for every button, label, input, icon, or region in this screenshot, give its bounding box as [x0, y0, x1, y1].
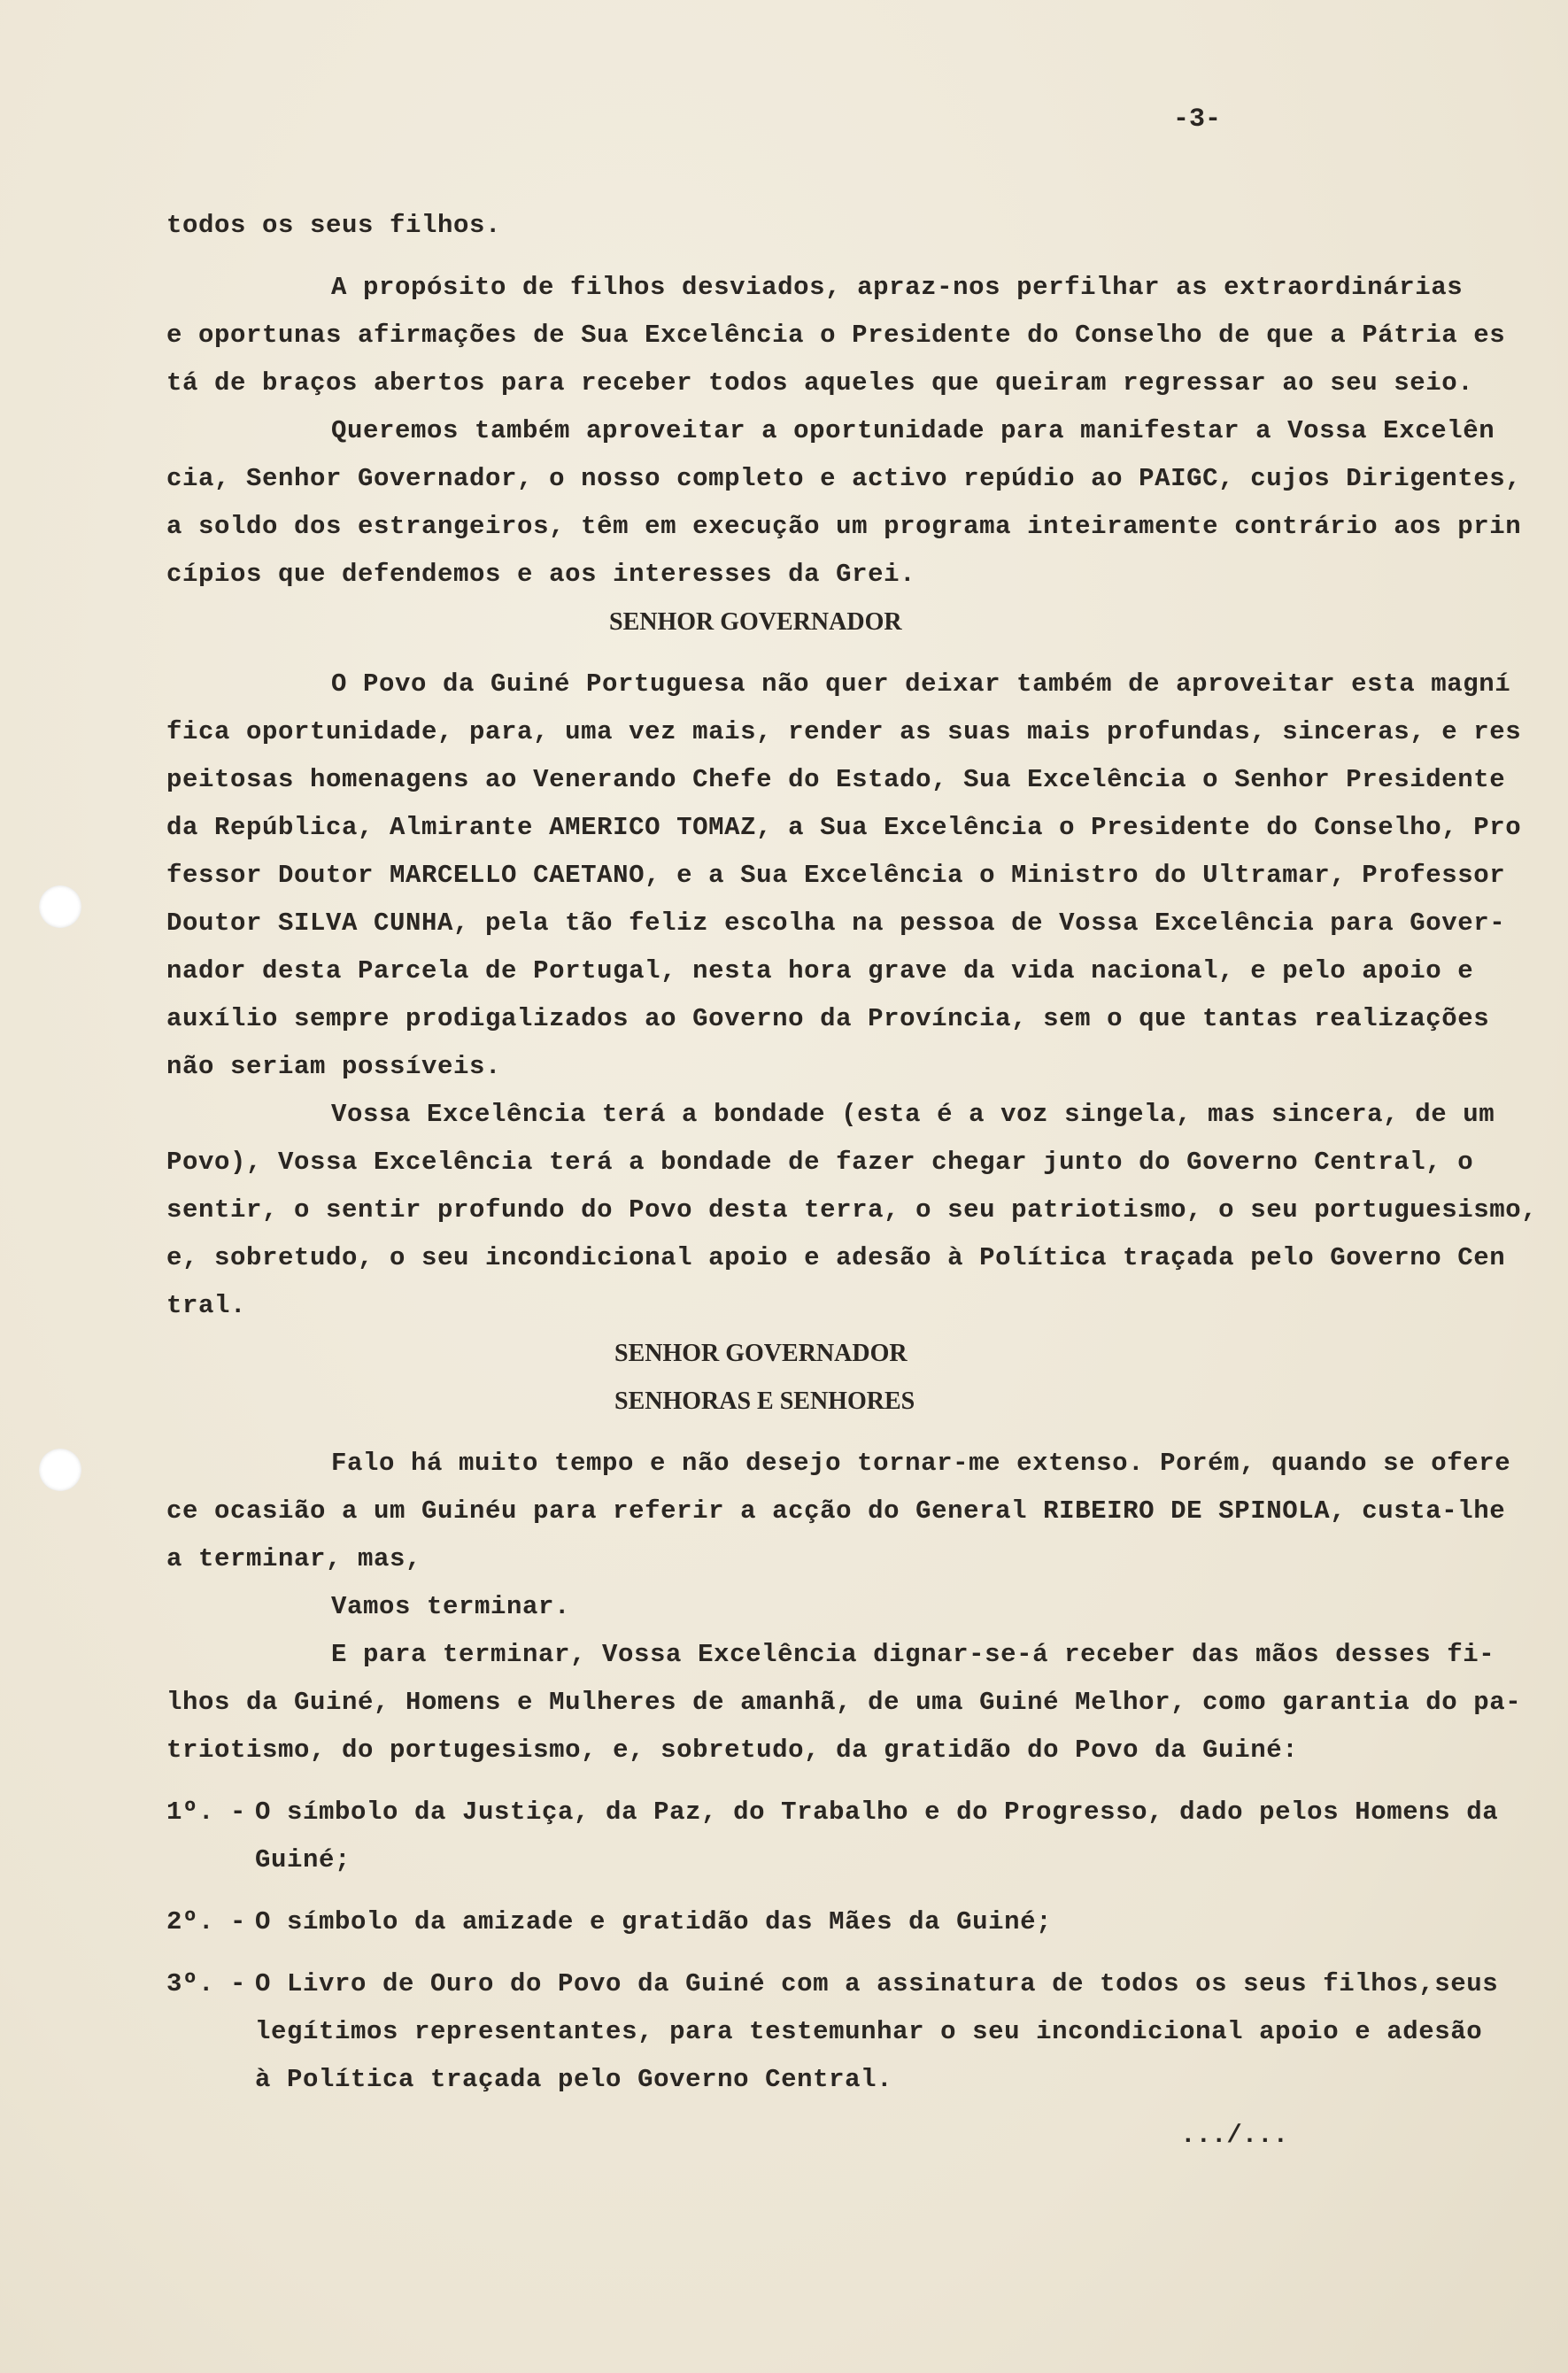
text-line: a terminar, mas,	[166, 1544, 422, 1573]
text-line: e, sobretudo, o seu incondicional apoio e adesão à Política traçada pelo Governo Cen	[166, 1243, 1506, 1272]
text-line: fessor Doutor MARCELLO CAETANO, e a Sua Excelência o Ministro do Ultramar, Professor	[166, 861, 1506, 890]
punch-hole	[39, 885, 81, 928]
page-number: -3-	[1172, 104, 1221, 135]
list-number: 3º. -	[166, 1969, 247, 1998]
text-line: triotismo, do portugesismo, e, sobretudo, da gratidão do Povo da Guiné:	[166, 1735, 1299, 1765]
text-line: Guiné;	[255, 1845, 351, 1874]
list-number: 2º. -	[166, 1907, 247, 1936]
text-line: da República, Almirante AMERICO TOMAZ, a Sua Excelência o Presidente do Conselho, Pro	[166, 813, 1522, 842]
text-line: sentir, o sentir profundo do Povo desta terra, o seu patriotismo, o seu portuguesismo,	[166, 1195, 1538, 1225]
punch-hole	[39, 1449, 81, 1491]
text-line: todos os seus filhos.	[166, 211, 502, 240]
text-line: e oportunas afirmações de Sua Excelência o Presidente do Conselho de que a Pátria es	[166, 321, 1506, 350]
text-line: E para terminar, Vossa Excelência dignar-se-á receber das mãos desses fi-	[331, 1640, 1495, 1669]
text-line: tá de braços abertos para receber todos aqueles que queiram regressar ao seu seio.	[166, 368, 1474, 398]
text-line: O Livro de Ouro do Povo da Guiné com a assinatura de todos os seus filhos,seus	[255, 1969, 1499, 1998]
text-line: Vamos terminar.	[331, 1592, 571, 1621]
text-line: auxílio sempre prodigalizados ao Governo da Província, sem o que tantas realizações	[166, 1004, 1490, 1033]
section-heading: SENHOR GOVERNADOR	[609, 608, 902, 636]
text-line: nador desta Parcela de Portugal, nesta hora grave da vida nacional, e pelo apoio e	[166, 956, 1474, 986]
text-line: A propósito de filhos desviados, apraz-nos perfilhar as extraordinárias	[331, 273, 1464, 302]
text-line: cípios que defendemos e aos interesses da Grei.	[166, 560, 916, 589]
text-line: legítimos representantes, para testemunhar o seu incondicional apoio e adesão	[255, 2017, 1483, 2046]
text-line: à Política traçada pelo Governo Central.	[255, 2065, 893, 2094]
text-line: O símbolo da amizade e gratidão das Mães da Guiné;	[255, 1907, 1053, 1936]
text-line: O Povo da Guiné Portuguesa não quer deixar também de aproveitar esta magní	[331, 669, 1511, 699]
text-line: a soldo dos estrangeiros, têm em execução um programa inteiramente contrário aos prin	[166, 512, 1522, 541]
text-line: Povo), Vossa Excelência terá a bondade de fazer chegar junto do Governo Central, o	[166, 1148, 1474, 1177]
continuation-mark: .../...	[1180, 2121, 1288, 2150]
text-line: não seriam possíveis.	[166, 1052, 502, 1081]
section-heading: SENHOR GOVERNADOR	[614, 1340, 908, 1367]
text-line: lhos da Guiné, Homens e Mulheres de amanhã, de uma Guiné Melhor, como garantia do pa-	[166, 1688, 1522, 1717]
text-line: Doutor SILVA CUNHA, pela tão feliz escolha na pessoa de Vossa Excelência para Gover-	[166, 908, 1506, 938]
text-line: cia, Senhor Governador, o nosso completo e activo repúdio ao PAIGC, cujos Dirigentes,	[166, 464, 1522, 493]
text-line: Vossa Excelência terá a bondade (esta é a voz singela, mas sincera, de um	[331, 1100, 1495, 1129]
list-item	[166, 1960, 1499, 2104]
text-line: Queremos também aproveitar a oportunidade para manifestar a Vossa Excelên	[331, 416, 1495, 445]
text-line: ce ocasião a um Guinéu para referir a acção do General RIBEIRO DE SPINOLA, custa-lhe	[166, 1496, 1506, 1526]
text-line: O símbolo da Justiça, da Paz, do Trabalho e do Progresso, dado pelos Homens da	[255, 1797, 1499, 1827]
text-line: fica oportunidade, para, uma vez mais, render as suas mais profundas, sinceras, e res	[166, 717, 1522, 746]
list-number: 1º. -	[166, 1797, 247, 1827]
text-line: peitosas homenagens ao Venerando Chefe do Estado, Sua Excelência o Senhor Presidente	[166, 765, 1506, 794]
text-line: tral.	[166, 1291, 247, 1320]
list-item	[166, 1789, 1499, 1884]
list-item	[166, 1898, 1435, 1946]
text-line: Falo há muito tempo e não desejo tornar-me extenso. Porém, quando se ofere	[331, 1449, 1511, 1478]
section-heading: SENHORAS E SENHORES	[614, 1387, 915, 1415]
body-text	[166, 202, 1538, 2104]
